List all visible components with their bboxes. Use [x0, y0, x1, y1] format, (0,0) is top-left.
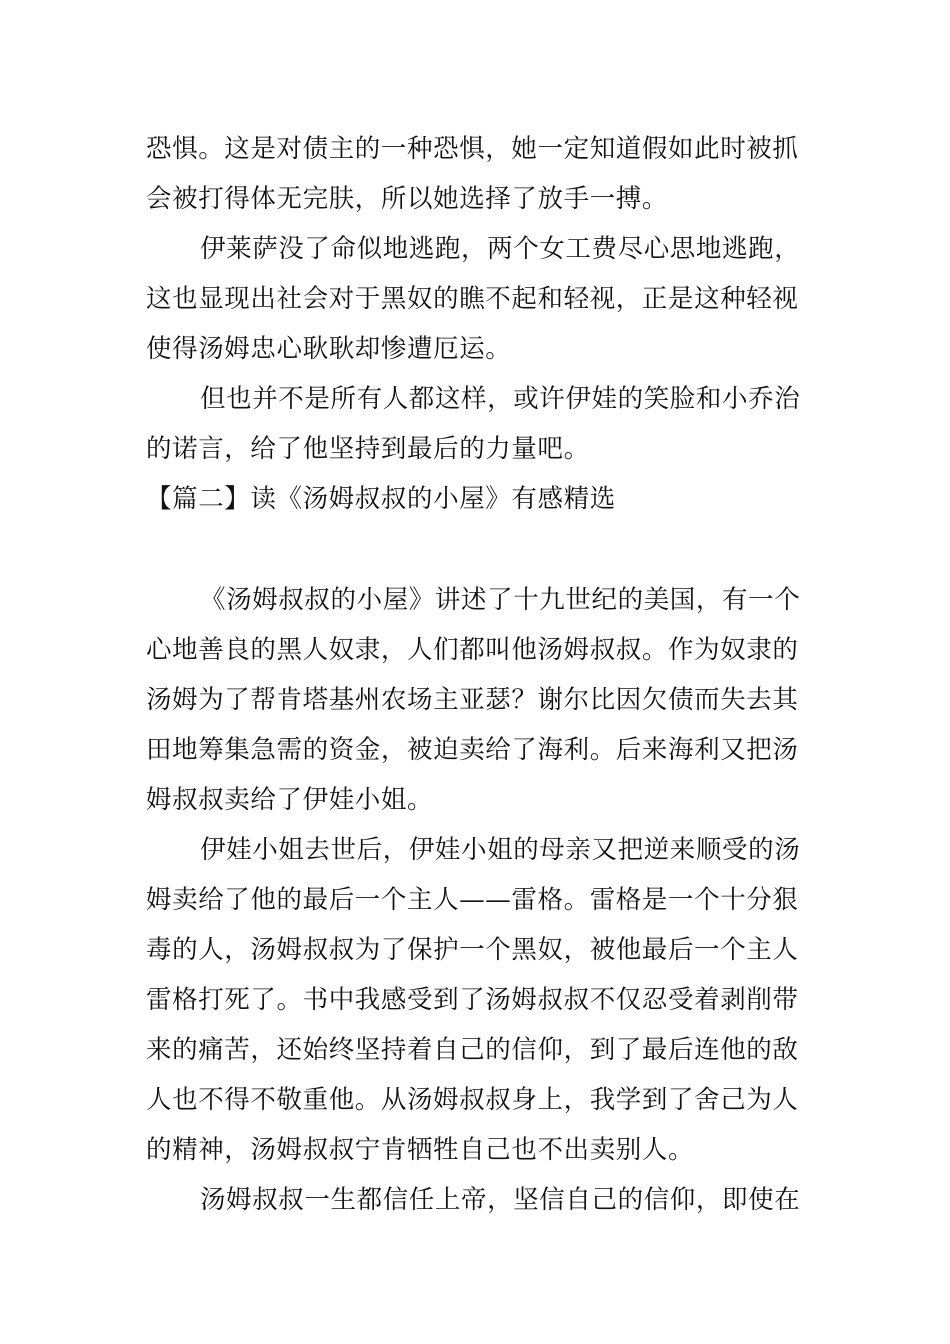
text-line: 姆卖给了他的最后一个主人——雷格。雷格是一个十分狠 — [146, 885, 799, 915]
text-line: 使得汤姆忠心耿耿却惨遭厄运。 — [146, 334, 512, 364]
text-line: 《汤姆叔叔的小屋》讲述了十九世纪的美国，有一个 — [200, 585, 801, 615]
text-line: 雷格打死了。书中我感受到了汤姆叔叔不仅忍受着剥削带 — [146, 985, 799, 1015]
text-line: 伊娃小姐去世后，伊娃小姐的母亲又把逆来顺受的汤 — [200, 835, 801, 865]
text-line: 这也显现出社会对于黑奴的瞧不起和轻视，正是这种轻视 — [146, 284, 799, 314]
text-line: 伊莱萨没了命似地逃跑，两个女工费尽心思地逃跑， — [200, 234, 801, 264]
text-line: 的诺言，给了他坚持到最后的力量吧。 — [146, 434, 590, 464]
section-heading: 【篇二】读《汤姆叔叔的小屋》有感精选 — [146, 484, 616, 514]
text-line: 姆叔叔卖给了伊娃小姐。 — [146, 785, 434, 815]
text-line: 恐惧。这是对债主的一种恐惧，她一定知道假如此时被抓 — [146, 134, 799, 164]
text-line: 汤姆叔叔一生都信任上帝，坚信自己的信仰，即使在 — [200, 1185, 801, 1215]
text-line: 心地善良的黑人奴隶，人们都叫他汤姆叔叔。作为奴隶的 — [146, 635, 799, 665]
text-line: 的精神，汤姆叔叔宁肯牺牲自己也不出卖别人。 — [146, 1135, 695, 1165]
text-line: 会被打得体无完肤，所以她选择了放手一搏。 — [146, 184, 669, 214]
section-two-body — [146, 575, 808, 1225]
text-line: 田地筹集急需的资金，被迫卖给了海利。后来海利又把汤 — [146, 735, 799, 765]
text-line: 汤姆为了帮肯塔基州农场主亚瑟？谢尔比因欠债而失去其 — [146, 685, 799, 715]
text-line: 来的痛苦，还始终坚持着自己的信仰，到了最后连他的敌 — [146, 1035, 799, 1065]
text-line: 但也并不是所有人都这样，或许伊娃的笑脸和小乔治 — [200, 384, 801, 414]
text-line: 人也不得不敬重他。从汤姆叔叔身上，我学到了舍己为人 — [146, 1085, 799, 1115]
section-one-body — [146, 124, 808, 474]
text-line: 毒的人，汤姆叔叔为了保护一个黑奴，被他最后一个主人 — [146, 935, 799, 965]
